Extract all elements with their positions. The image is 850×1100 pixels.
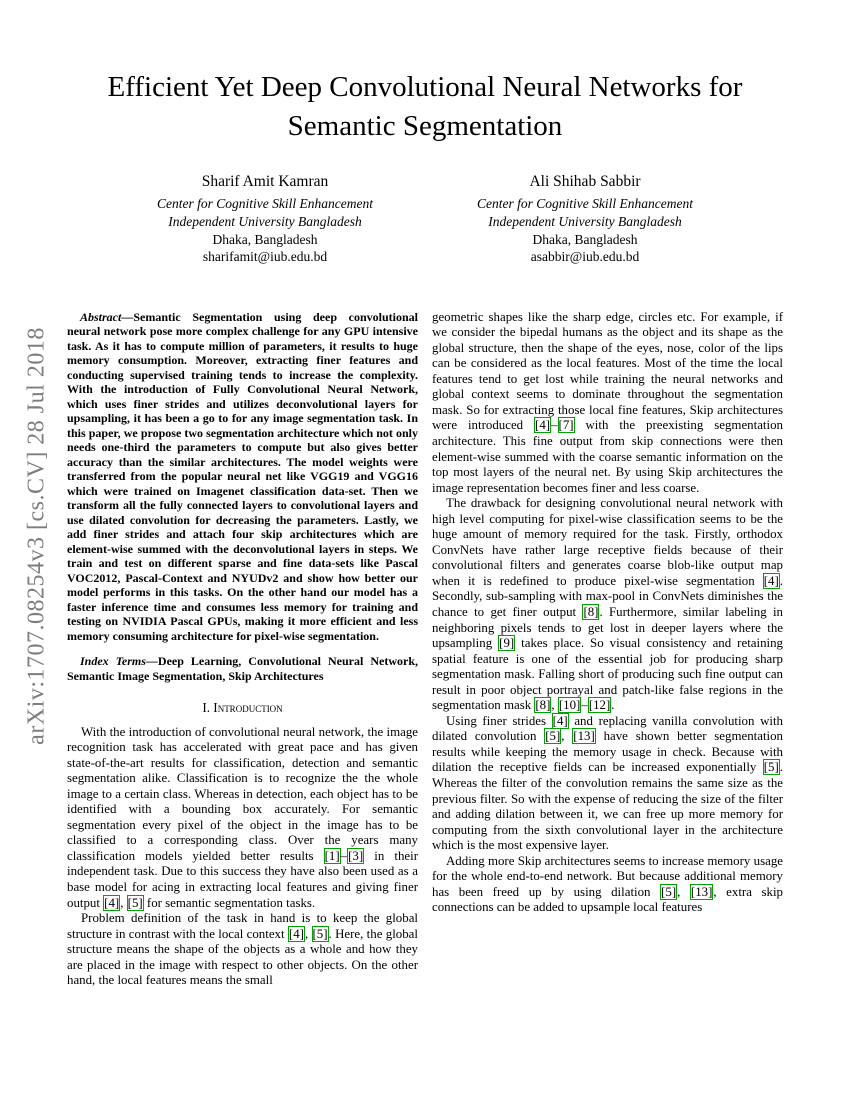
author-blocks: [0, 172, 850, 265]
two-column-body: [67, 310, 783, 989]
author-name: Sharif Amit Kamran: [201, 173, 329, 191]
citation-link[interactable]: [12]: [588, 698, 611, 713]
author-block-1: [105, 172, 425, 265]
author-affiliation: Center for Cognitive Skill Enhancement: [157, 196, 373, 212]
citation-link[interactable]: [4]: [763, 573, 779, 588]
citation-link[interactable]: [5]: [545, 729, 561, 744]
citation-link[interactable]: [5]: [127, 895, 143, 910]
paragraph: Problem definition of the task in hand is to keep the global structure in contrast with the local context [4], [5]. Here, the global structure means the shape of the objects as a whole and how they are placed in the image with respect to other objects. On the other hand, the local features means the small: [67, 911, 418, 988]
section-heading-text: I. Introduction: [202, 699, 283, 715]
author-location: Dhaka, Bangladesh: [532, 231, 638, 247]
index-terms-text: Deep Learning, Convolutional Neural Network, Semantic Image Segmentation, Skip Architectures: [67, 654, 418, 683]
author-location: Dhaka, Bangladesh: [212, 231, 318, 247]
index-terms: [67, 654, 418, 683]
author-affiliation: Independent University Bangladesh: [488, 213, 682, 229]
author-email: sharifamit@iub.edu.bd: [202, 249, 328, 265]
citation-link[interactable]: [8]: [535, 698, 551, 713]
citation-link[interactable]: [5]: [763, 760, 779, 775]
citation-link[interactable]: [7]: [558, 418, 574, 433]
citation-link[interactable]: [3]: [348, 848, 364, 863]
citation-link[interactable]: [9]: [499, 636, 515, 651]
citation-link[interactable]: [4]: [104, 895, 120, 910]
author-affiliation: Center for Cognitive Skill Enhancement: [477, 196, 693, 212]
citation-link[interactable]: [5]: [312, 926, 328, 941]
citation-link[interactable]: [4]: [552, 713, 568, 728]
citation-link[interactable]: [8]: [583, 605, 599, 619]
paragraph: With the introduction of convolutional neural network, the image recognition task has accelerated with great pace and has given state-of-the-art results for classification, detection and semantic segmentation alike. Classification is to recognize the the whole image to a certain class. Whereas in detection, each object has to be identified with a bounding box accurately. For semantic segmentation every pixel of the object in the image has to be classified to a corresponding class. Over the years many classification models yielded better results [1]–[3] in their independent task. Due to this success they have also been used as a base model for acing in extracting local features and giving finer output [4], [5] for semantic segmentation tasks.: [67, 724, 418, 910]
paragraph: The drawback for designing convolutional neural network with high level computing for pixel-wise classification seems to be the huge amount of memory required for the task. Firstly, orthodox ConvNets have rather large receptive fields because of their convolutional filters and generates coarse blob-like output map when it is redefined to produce pixel-wise segmentation [4]. Secondly, sub-sampling with max-pool in ConvNets diminishes the chance to get finer output [8]. Furthermore, similar labeling in neighboring pixels tends to get lost in deeper layers where the upsampling [9] takes place. So visual consistency and retaining spatial feature is one of the essential job for producing sharp segmentation mask. Falling short of producing such fine output can result in poor object portrayal and patch-like false regions in the segmentation mask [8], [10]–[12].: [432, 496, 783, 713]
author-email: asabbir@iub.edu.bd: [530, 249, 640, 265]
author-affiliation: Independent University Bangladesh: [168, 213, 362, 229]
citation-link[interactable]: [4]: [288, 926, 304, 941]
paragraph: Using finer strides [4] and replacing vanilla convolution with dilated convolution [5], [13] have shown better segmentation results while keeping the memory usage in check. Because with dilation the receptive fields can be increased exponentially [5]. Whereas the filter of the convolution remains the same size as the previous filter. So with the expense of reducing the size of the filter and adding dilation between it, we can free up more memory for computing from the sixth convolutional layer in the architecture which is the most expensive layer.: [432, 713, 784, 853]
citation-link[interactable]: [10]: [558, 698, 581, 713]
index-terms-label: Index Terms—: [80, 654, 158, 669]
author-name: Ali Shihab Sabbir: [529, 173, 641, 191]
citation-link[interactable]: [5]: [661, 884, 677, 899]
abstract-label: Abstract—: [80, 309, 134, 324]
paper-title: Efficient Yet Deep Convolutional Neural Networks for Semantic Segmentation: [107, 71, 743, 143]
right-column: [432, 310, 783, 989]
citation-link[interactable]: [13]: [690, 884, 713, 899]
abstract: [67, 310, 418, 644]
section-heading-introduction: [67, 700, 418, 716]
citation-link[interactable]: [13]: [573, 729, 595, 744]
arxiv-watermark: arXiv:1707.08254v3 [cs.CV] 28 Jul 2018: [23, 327, 50, 745]
citation-link[interactable]: [4]: [535, 418, 551, 433]
author-block-2: [425, 172, 745, 265]
paragraph: Adding more Skip architectures seems to increase memory usage for the whole end-to-end network. But because additional memory has been freed up by using dilation [5], [13], extra skip connections can be added to upsample local features: [432, 853, 784, 915]
abstract-text: Semantic Segmentation using deep convolutional neural network pose more complex challenge for any GPU intensive task. As it has to compute million of parameters, it results to huge memory consumption. Moreover, extracting finer features and conducting supervised training tends to increase the complexity. With the introduction of Fully Convolutional Neural Network, which uses finer strides and utilizes deconvolutional layers for upsampling, it has been a go to for any image segmentation task. In this paper, we propose two segmentation architecture which not only needs one-third the parameters to compute but also gives better accuracy than the similar architectures. The model weights were transferred from the popular neural net like VGG19 and VGG16 which were trained on Imagenet classification data-set. Then we transform all the fully connected layers to convolutional layers and use dilated convolution for decreasing the parameters. Lastly, we add finer strides and attach four skip architectures which are element-wise summed with the deconvolutional layers in steps. We train and test on different sparse and fine data-sets like Pascal VOC2012, Pascal-Context and NYUDv2 and show how better our model performs in this tasks. On the other hand our model has a faster inference time and consumes less memory for training and testing on NVIDIA Pascal GPUs, making it more efficient and less memory consuming architecture for pixel-wise segmentation.: [67, 309, 418, 643]
citation-link[interactable]: [1]: [324, 848, 340, 863]
paragraph: geometric shapes like the sharp edge, circles etc. For example, if we consider the bipedal humans as the object and its shape as the global structure, then the shape of the eyes, nose, color of the lips can be considered as the local features. Most of the time the local features tend to get lost while training the neural networks and global context seems to dominate throughout the segmentation mask. So for extracting those local fine features, Skip architectures were introduced [4]–[7] with the preexisting segmentation architecture. This fine output from skip connections were then element-wise summed with the coarse semantic information on the top most layers of the neural net. By using Skip architectures the image representation becomes finer and less coarse.: [432, 309, 783, 495]
left-column: [67, 310, 418, 989]
